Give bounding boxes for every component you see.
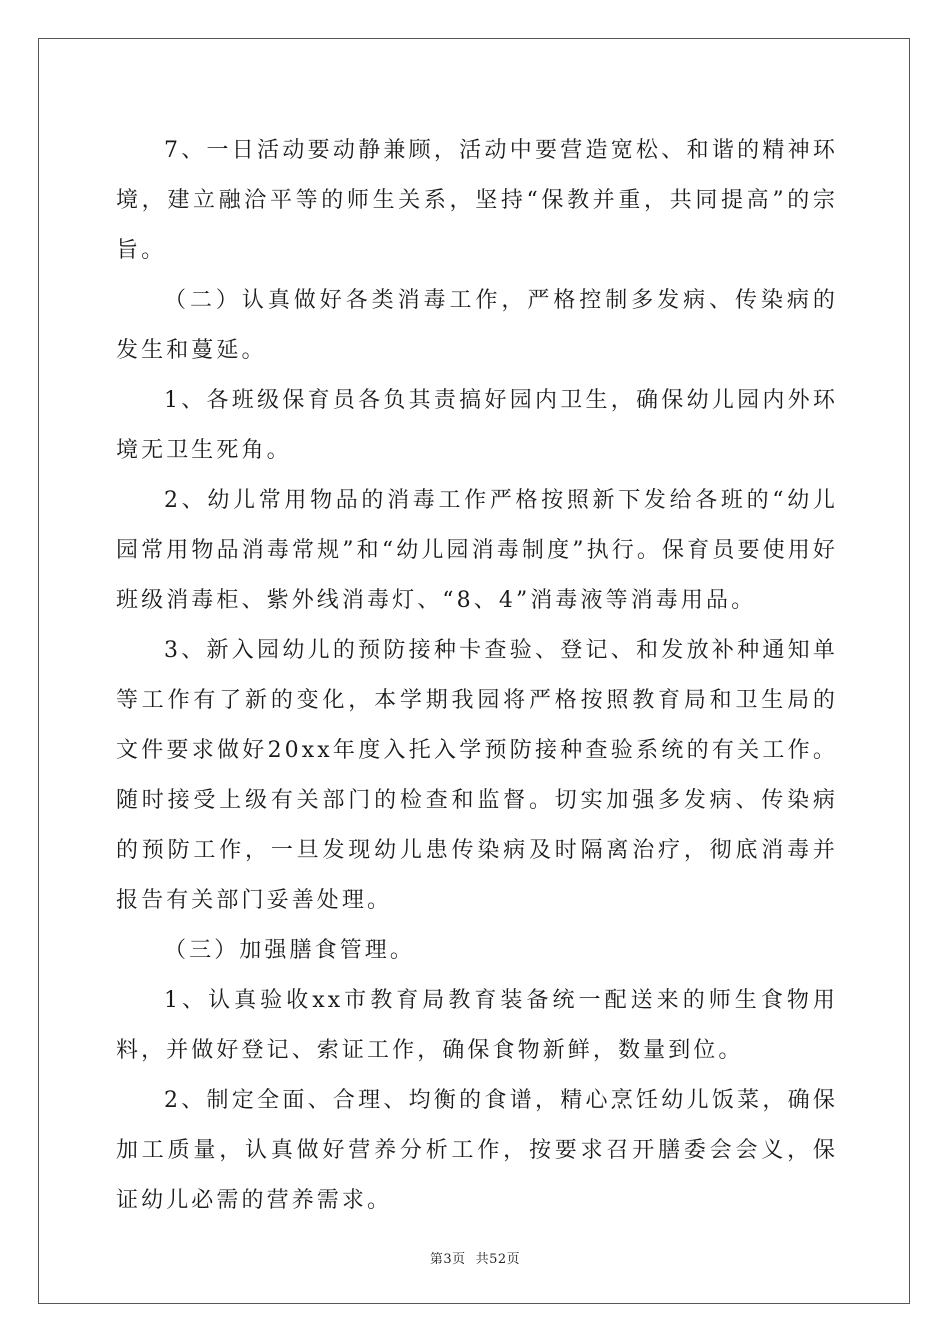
section-heading-meals: （三）加强膳食管理。 [164, 938, 416, 963]
page-number-current: 第3页 [429, 1252, 466, 1267]
section-heading-disinfection: （二）认真做好各类消毒工作，严格控制多发病、传染病的发生和蔓延。 [116, 288, 838, 363]
page-footer [0, 1248, 950, 1267]
paragraph-menu: 2、制定全面、合理、均衡的食谱，精心烹饪幼儿饭菜，确保加工质量，认真做好营养分析工作，按要求召开膳委会会义，保证幼儿必需的营养需求。 [116, 1088, 838, 1213]
paragraph-item-7: 7、一日活动要动静兼顾，活动中要营造宽松、和谐的精神环境，建立融洽平等的师生关系，坚持“保教并重，共同提高”的宗旨。 [116, 138, 838, 263]
document-body [116, 126, 838, 1226]
paragraph-hygiene: 1、各班级保育员各负其责搞好园内卫生，确保幼儿园内外环境无卫生死角。 [116, 388, 838, 463]
page-number-total: 共52页 [475, 1252, 521, 1267]
paragraph-vaccination: 3、新入园幼儿的预防接种卡查验、登记、和发放补种通知单等工作有了新的变化，本学期我园将严格按照教育局和卫生局的文件要求做好20xx年度入托入学预防接种查验系统的有关工作。随时接受上级有关部门的检查和监督。切实加强多发病、传染病的预防工作，一旦发现幼儿患传染病及时隔离治疗，彻底消毒并报告有关部门妥善处理。 [116, 638, 838, 913]
paragraph-disinfection-items: 2、幼儿常用物品的消毒工作严格按照新下发给各班的“幼儿园常用物品消毒常规”和“幼儿园消毒制度”执行。保育员要使用好班级消毒柜、紫外线消毒灯、“8、4”消毒液等消毒用品。 [116, 488, 838, 613]
paragraph-food-inspection: 1、认真验收xx市教育局教育装备统一配送来的师生食物用料，并做好登记、索证工作，确保食物新鲜，数量到位。 [116, 988, 838, 1063]
